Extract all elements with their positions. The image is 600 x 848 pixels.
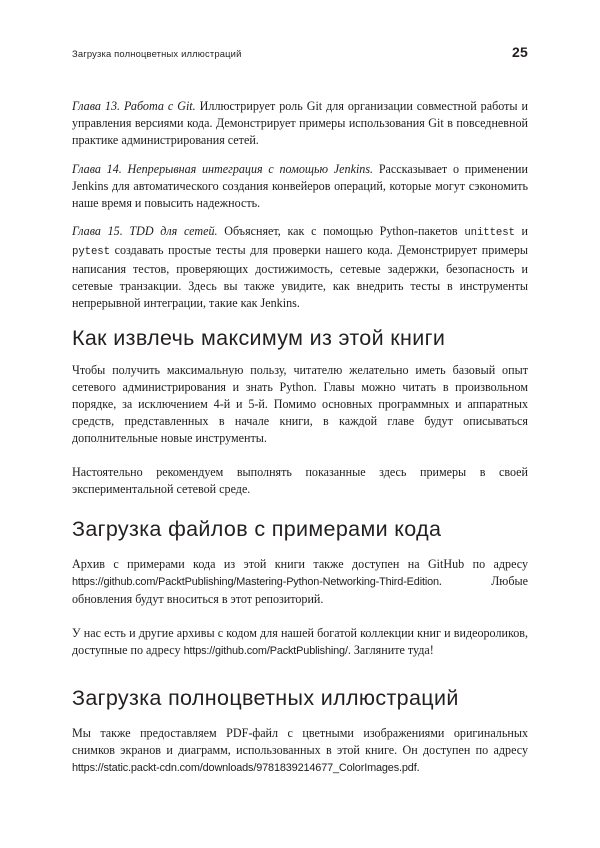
chapter-14-title: Глава 14. Непрерывная интеграция с помощью Jenkins. bbox=[72, 161, 374, 176]
section-heading-color-images-wrapper bbox=[72, 685, 528, 711]
packtpublishing-url[interactable]: https://github.com/PacktPublishing/ bbox=[183, 645, 348, 657]
color-images-p1-after: . bbox=[416, 760, 420, 774]
code-unittest: unittest bbox=[464, 227, 515, 239]
chapter-14-paragraph bbox=[72, 161, 528, 212]
section-heading-maximize: Как извлечь максимум из этой книги bbox=[72, 326, 446, 350]
chapter-15-text-1: Объясняет, как с помощью Python-пакетов bbox=[217, 224, 465, 238]
chapter-summaries bbox=[72, 98, 528, 312]
code-files-p1-before: Архив с примерами кода из этой книги также доступен на GitHub по адресу bbox=[72, 557, 528, 571]
running-head-title: Загрузка полноцветных иллюстраций bbox=[72, 48, 242, 59]
chapter-15-title: Глава 15. TDD для сетей. bbox=[72, 224, 218, 238]
section-body-code-files bbox=[72, 556, 528, 660]
chapter-13-paragraph bbox=[72, 98, 528, 149]
code-files-paragraph-1 bbox=[72, 556, 528, 608]
code-files-p2-before: У нас есть и другие архивы с кодом для нашей богатой коллекции книг и видеороликов, доступные по адресу bbox=[72, 626, 528, 657]
chapter-15-text-3: создавать простые тесты для проверки нашего кода. Демонстрирует примеры написания тестов, проверяющих достижимость, сетевые задержки, безопасность и сетевые транзакции. Здесь вы также увидите, как внедрить тесты в инструменты непрерывной интеграции, такие как Jenkins. bbox=[72, 243, 528, 310]
chapter-15-text-2: и bbox=[514, 224, 528, 238]
color-images-p1-before: Мы также предоставляем PDF-файл с цветными изображениями оригинальных снимков экранов и диаграмм, использованных в этой книге. Он доступен по адресу bbox=[72, 726, 528, 757]
running-head bbox=[72, 44, 528, 60]
section-heading-maximize-wrapper bbox=[72, 325, 528, 351]
code-files-p2-after: . Загляните туда! bbox=[347, 643, 434, 657]
section-body-maximize bbox=[72, 362, 528, 498]
section-body-color-images bbox=[72, 725, 528, 777]
maximize-paragraph-1: Чтобы получить максимальную пользу, читателю желательно иметь базовый опыт сетевого администрирования и знать Python. Главы можно читать в произвольном порядке, за исключением 4-й и 5-й. Помимо основных программных и аппаратных средств, представленных в начале книги, в каждой главе будут описываться дополнительные новые инструменты. bbox=[72, 363, 528, 445]
section-heading-code-files: Загрузка файлов с примерами кода bbox=[72, 517, 442, 541]
github-repo-url[interactable]: https://github.com/PacktPublishing/Mastering-Python-Networking-Third-Edition bbox=[72, 576, 439, 588]
page-number: 25 bbox=[512, 44, 528, 60]
code-files-p1-after: . Любые обновления будут вноситься в этот репозиторий. bbox=[72, 574, 528, 606]
chapter-13-title: Глава 13. Работа с Git. bbox=[72, 99, 196, 113]
chapter-13-text: Иллюстрирует роль Git для организации совместной работы и управления версиями кода. Демонстрирует примеры использования Git в повседневной практике администрирования сетей. bbox=[72, 99, 528, 147]
color-images-pdf-url[interactable]: https://static.packt-cdn.com/downloads/9781839214677_ColorImages.pdf bbox=[72, 762, 417, 774]
code-files-paragraph-2 bbox=[72, 625, 528, 660]
maximize-paragraph-2: Настоятельно рекомендуем выполнять показанные здесь примеры в своей экспериментальной сетевой среде. bbox=[72, 465, 528, 496]
chapter-14-text: Рассказывает о применении Jenkins для автоматического создания конвейеров операций, которые могут сэкономить наше время и повысить надежность. bbox=[72, 161, 528, 210]
section-heading-code-files-wrapper bbox=[72, 516, 528, 542]
code-pytest: pytest bbox=[72, 246, 110, 258]
color-images-paragraph-1 bbox=[72, 725, 528, 777]
chapter-15-paragraph bbox=[72, 223, 528, 312]
section-heading-color-images: Загрузка полноцветных иллюстраций bbox=[72, 686, 459, 710]
